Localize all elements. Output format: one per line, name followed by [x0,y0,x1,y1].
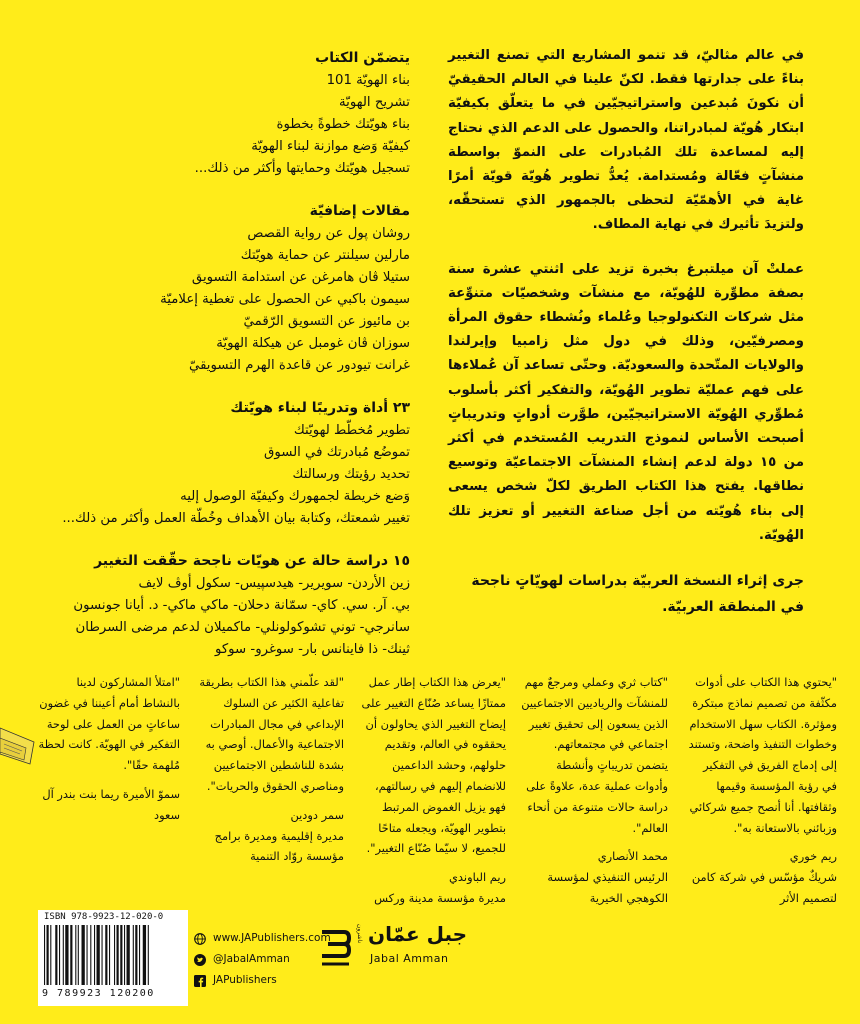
testimonial [38,672,180,826]
website-link[interactable] [194,928,331,949]
publisher-mark-icon [318,928,352,968]
testimonial-author: محمد الأنصاري [597,849,668,864]
testimonial-author: ريم خوري [789,849,837,864]
section-item: تحديد رؤيتك ورسالتك [292,467,410,482]
website-text: www.JAPublishers.com [213,932,331,944]
testimonial-quote: "امتلأ المشاركون لدينا بالنشاط أمام أعيننا في غضون ساعاتٍ من العمل على لوحة التفكير في الهويّة. كانت لحظة مُلهمة حقًا". [38,675,180,773]
testimonial-quote: "يعرض هذا الكتاب إطار عمل ممتازًا يساعد صُنّاع التغيير على إيضاح التغيير الذي يحاولون أن يحققوه في العالم، وتقديم حلولهم، وحشد الداعمين للانضمام إليهم في رسالتهم، فهو يزيل الغموض المرتبط بتطوير الهويّة، ويجعله متاحًا للجميع، لا سيّما صُنّاع التغيير". [361,675,506,856]
twitter-link[interactable] [194,949,331,970]
facebook-icon [194,975,206,987]
contents-column [38,46,410,680]
section-item: ثينك- ذا فاينانس بار- سوغرو- سوكو [214,642,410,657]
section-item: تطوير مُخطّط لهويّتك [293,423,410,438]
facebook-page: JAPublishers [213,974,277,986]
barcode-digits: 9 789923 120200 [42,988,155,999]
section-title: ٢٣ أداة وتدريبًا لبناء هويّتك [230,400,410,416]
testimonial-quote: "لقد علّمني هذا الكتاب بطريقة تفاعلية الكثير عن السلوك الإبداعي في مجال المبادرات الاجتماعية والأعمال. أوصي به بشدة للناشطين الاجتماعيين ومناصري الحقوق والحريات". [199,675,344,793]
section-item: زين الأردن- سويرير- هيدسپيس- سكول أوڤ لايف [138,576,410,591]
section-item: بناء الهويّة 101 [326,73,410,88]
testimonial-author: سموّ الأميرة ريما بنت بندر آل سعود [42,786,180,822]
section-item: سيمون باكبي عن الحصول على تغطية إعلاميّة [160,292,410,307]
testimonial [194,672,344,867]
testimonial-role: مديرة إقليمية ومديرة برامج مؤسسة روّاد التنمية [214,828,344,864]
publisher-name-english: Jabal Amman [370,952,449,965]
section-item: بي. آر. سي. كاي- سمّانة دحلان- ماكي ماكي- د. أيانا جونسون [73,598,410,613]
section-item: وَضع خريطة لجمهورك وكيفيّة الوصول إليه [180,489,410,504]
testimonial-role: مديرة مؤسسة مدينة وركس [374,890,506,905]
testimonial-author: سمر دودين [290,807,344,822]
sticky-notes-illustration [0,718,40,778]
intro-paragraph-2: عملتْ آن ميلتبرغ بخبرة تزيد على اثنتي عشرة سنة بصفة مطوِّرة للهُويّة، مع منشآت وشخصيّات متنوِّعة مثل شركات التكنولوجيا وعُلماء ونُشطاء حقوق المرأة ومصرفيّين، وذلك في دول مثل زامبيا وإيرلندا والولايات المتّحدة والسعوديّة. وحتّى تساعد آن عُملاءها على فهم عمليّة تطوير الهُويّة، والتفكير أكثر بأسلوب مُطوِّري الهُويّة الاستراتيجيّين، طوَّرت أدواتٍ وتدريباتٍ أصبحت الأساس لنموذج التدريب المُستخدم في أكثر من ١٥ دولة لدعم إنشاء المنشآت الاجتماعيّة وتوسيع نطاقها. يفتح هذا الكتاب الطريق لكلّ شخص يسعى إلى بناء هُويّته من أجل صناعة التغيير أو تعزيز تلك الهُويّة. [448,261,804,543]
publisher-vertical-label: ناشرون [356,924,363,944]
publisher-name-arabic: جبل عمّان [368,922,468,946]
testimonial-role: شريكٌ مؤسّس في شركة كامن لتصميم الأثر [691,870,837,905]
section-item: كيفيّة وَضع موازنة لبناء الهويّة [251,139,410,154]
testimonial-role: الرئيس التنفيذي لمؤسسة الكوهجي الخيرية [547,870,668,905]
twitter-handle: @JabalAmman [213,953,290,965]
testimonial-quote: "كتاب ثري وعملي ومرجعٌ مهم للمنشآت والرياديين الاجتماعيين الذين يسعون إلى تحقيق تغيير اجتماعي في مجتمعاتهم. يتضمن تدريباتٍ وأنشطة وأدوات عملية عدة، علاوةً على دراسة حالات متنوعة من أنحاء العالم". [521,675,668,835]
section-item: تموضُع مُبادرتك في السوق [264,445,410,460]
testimonial-author: ريم الباوندي [449,870,506,885]
section-title: يتضمّن الكتاب [315,50,410,66]
section-title: مقالات إضافيّة [309,203,410,219]
twitter-icon [194,954,206,966]
section-item: روشان پول عن رواية القصص [247,226,410,241]
section-item: بن مائيوز عن التسويق الرّقميّ [243,314,410,329]
section-item: غرانت تيودور عن قاعدة الهرم التسويقيّ [188,358,410,373]
section-item: تسجيل هويّتك وحمايتها وأكثر من ذلك... [194,161,410,176]
section-item: مارلين سيلنتر عن حماية هويّتك [240,248,410,263]
contents-section [38,549,410,661]
contents-section [38,46,410,180]
section-item: تشريح الهويّة [339,95,410,110]
social-links [194,928,331,991]
arabic-edition-note: جرى إثراء النسخة العربيّة بدراسات لهويّاتٍ ناجحة في المنطقة العربيّة. [471,573,804,616]
testimonial [356,672,506,909]
intro-column [448,44,804,640]
testimonial [687,672,837,909]
section-item: ستيلا ڤان هامرغن عن استدامة التسويق [191,270,410,285]
globe-icon [194,933,206,945]
section-item: تغيير شمعتك، وكتابة بيان الأهداف وخُطّة العمل وأكثر من ذلك... [62,511,410,526]
isbn-barcode [38,910,188,1006]
contents-section [38,396,410,530]
publisher-logo [318,920,508,980]
section-item: بناء هويّتك خطوةً بخطوة [276,117,410,132]
section-item: سانرجي- توني تشوكولونلي- ماكميلان لدعم مرضى السرطان [75,620,410,635]
isbn-label: ISBN 978-9923-12-020-0 [44,912,164,922]
intro-paragraph-1: في عالم مثاليّ، قد تنمو المشاريع التي تصنع التغيير بناءً على جدارتها فقط. لكنّ علينا في العالم الحقيقيّ أن نكونَ مُبدعين واستراتيجيّين في ما يتعلّق بكيفيّة ابتكار هُويّة لمبادراتنا، والحصول على الدعم الذي نحتاج إليه لمساعدة تلك المُبادرات على النموّ بواسطة منشآتٍ فعّالة ومُستدامة. يُعدُّ تطوير هُويّة قويّة أمرًا غاية في الأهمّيّة لتحظى بالجمهور الذي تستحقّه، ولتزيدَ تأثيرك في نهاية المطاف. [448,48,804,233]
barcode-bars [44,925,182,985]
facebook-link[interactable] [194,970,331,991]
testimonial [520,672,668,909]
testimonial-quote: "يحتوي هذا الكتاب على أدوات مكثّفة من تصميم نماذج مبتكرة ومؤثرة. الكتاب سهل الاستخدام وخطوات التنفيذ واضحة، وتستند إلى إدماج الفريق في التفكير في رؤية المؤسسة وقيمها وثقافتها. أنا أنصح جميع شركائي وزبائني بالاستعانة به". [688,675,837,835]
contents-section [38,199,410,377]
section-title: ١٥ دراسة حالة عن هويّات ناجحة حقّقت التغيير [94,553,410,569]
section-item: سوزان ڤان غومبل عن هيكلة الهويّة [216,336,410,351]
